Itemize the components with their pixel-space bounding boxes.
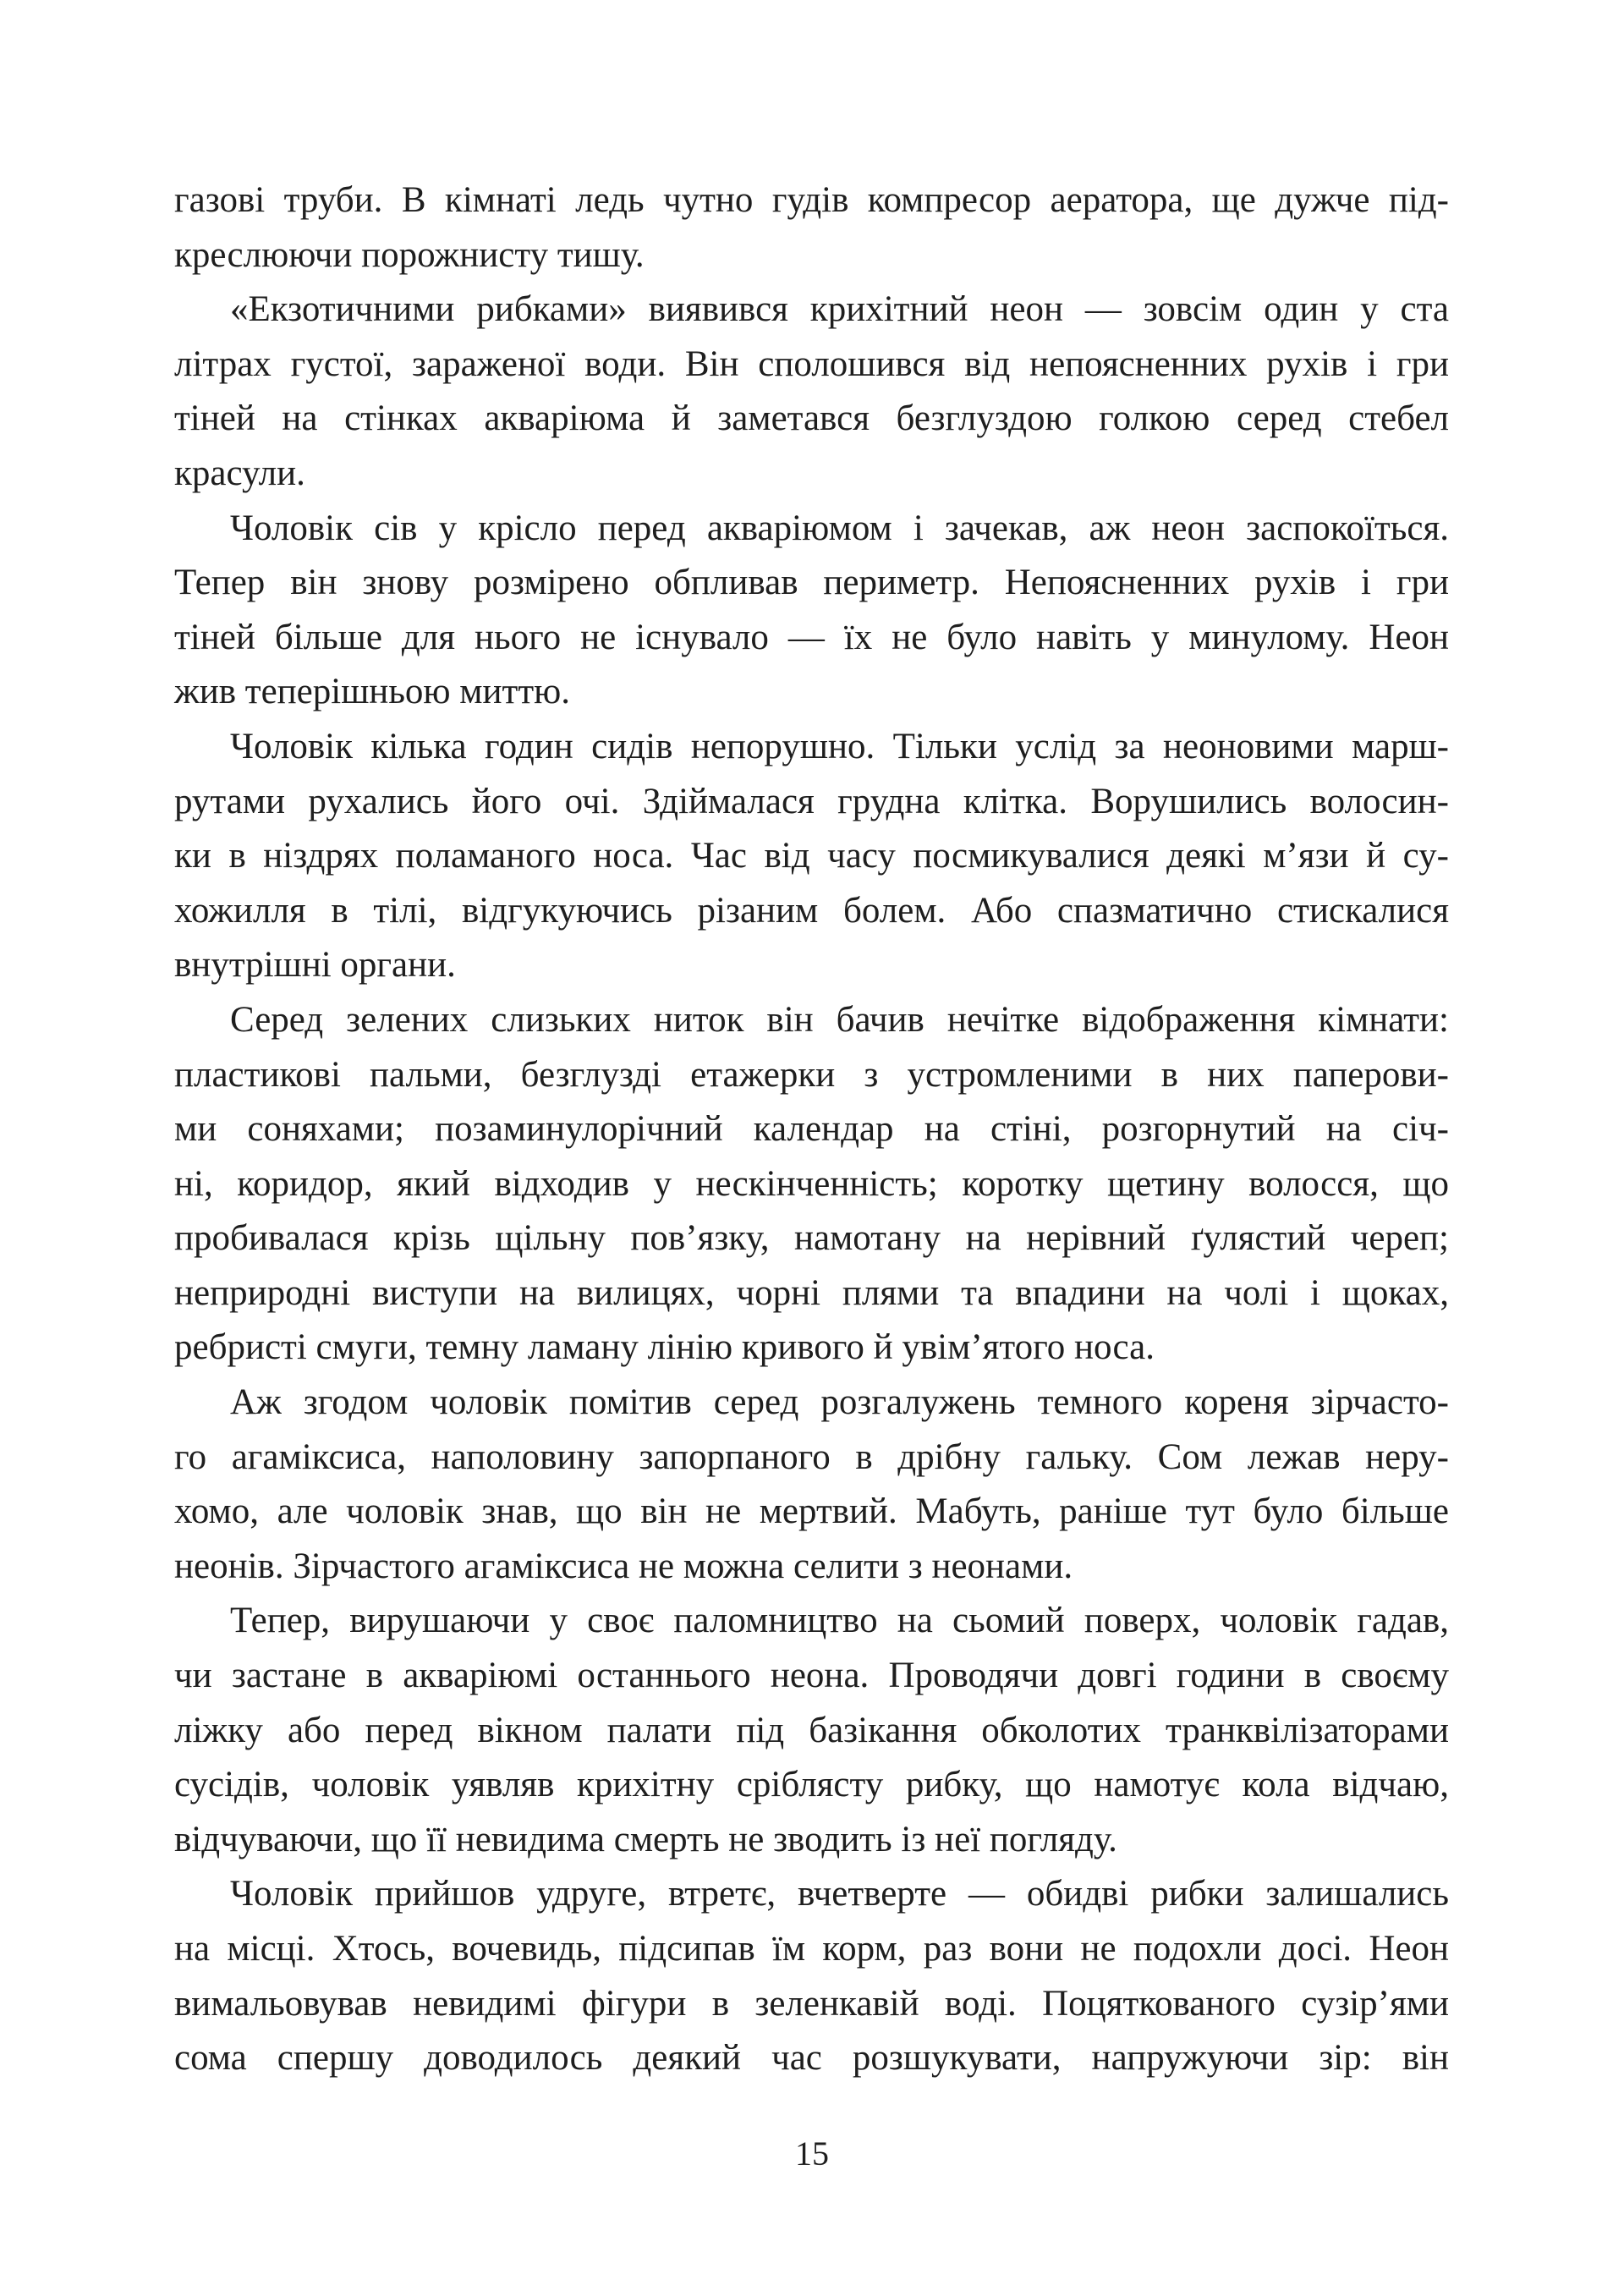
page-number: 15 [795, 2134, 829, 2172]
text-line: Тепер, вирушаючи у своє паломництво на сьомий поверх, чоловік гадав, [230, 1601, 1449, 1641]
paragraph [174, 993, 1449, 1376]
text-line: ми соняхами; позаминулорічний календар на стіні, розгорнутий на січ- [174, 1109, 1449, 1150]
text-line: Чоловік сів у крісло перед акваріюмом і зачекав, аж неон заспокоїться. [230, 508, 1449, 548]
text-line: пластикові пальми, безглузді етажерки з устромленими в них паперови- [174, 1054, 1449, 1095]
paragraph [174, 1867, 1449, 2085]
text-line: ні, коридор, який відходив у нескінченність; коротку щетину волосся, що [174, 1163, 1449, 1204]
text-line: чи застане в акваріюмі останнього неона. Проводячи довгі години в своєму [174, 1656, 1449, 1696]
body-text [174, 173, 1449, 2086]
text-line: ки в ніздрях поламаного носа. Час від часу посмикувалися деякі м’язи й су- [174, 836, 1449, 876]
text-line: хожилля в тілі, відгукуючись різаним болем. Або спазматично стискалися [174, 890, 1449, 931]
text-line: пробивалася крізь щільну пов’язку, намотану на нерівний ґулястий череп; [174, 1218, 1449, 1259]
text-line: креслюючи порожнисту тишу. [174, 234, 645, 275]
text-line: внутрішні органи. [174, 945, 456, 986]
text-line: Чоловік кілька годин сидів непорушно. Тільки услід за неоновими марш- [230, 726, 1449, 766]
paragraph [174, 502, 1449, 720]
text-line: го агаміксиса, наполовину запорпаного в дрібну гальку. Сом лежав неру- [174, 1436, 1449, 1477]
text-line: сусідів, чоловік уявляв крихітну сріблясту рибку, що намотує кола відчаю, [174, 1765, 1449, 1805]
text-line: відчуваючи, що її невидима смерть не зводить із неї погляду. [174, 1819, 1117, 1859]
text-line: красули. [174, 453, 305, 493]
text-line: Чоловік прийшов удруге, втретє, вчетверте — обидві рибки залишались [230, 1874, 1449, 1914]
text-line: хомо, але чоловік знав, що він не мертвий. Мабуть, раніше тут було більше [174, 1491, 1449, 1532]
paragraph [174, 720, 1449, 993]
text-line: Серед зелених слизьких ниток він бачив нечітке відображення кімнати: [230, 999, 1449, 1040]
text-line: неонів. Зірчастого агаміксиса не можна селити з неонами. [174, 1546, 1073, 1586]
text-line: тіней на стінках акваріюма й заметався безглуздою голкою серед стебел [174, 398, 1449, 439]
text-line: «Екзотичними рибками» виявився крихітний неон — зовсім один у ста [230, 289, 1449, 330]
text-line: жив теперішньою миттю. [174, 672, 570, 712]
text-line: рутами рухались його очі. Здіймалася грудна клітка. Ворушились волосин- [174, 781, 1449, 821]
text-line: вимальовував невидимі фігури в зеленкавій воді. Поцяткованого сузір’ями [174, 1983, 1449, 2024]
text-line: Тепер він знову розмірено обпливав периметр. Непоясненних рухів і гри [174, 563, 1449, 603]
text-line: сома спершу доводилось деякий час розшукувати, напружуючи зір: він [174, 2038, 1449, 2079]
text-line: ребристі смуги, темну ламану лінію кривого й увім’ятого носа. [174, 1327, 1155, 1368]
text-line: Аж згодом чоловік помітив серед розгалужень темного кореня зірчасто- [230, 1382, 1449, 1423]
text-line: газові труби. В кімнаті ледь чутно гудів компресор аератора, ще дужче під- [174, 180, 1449, 220]
paragraph [174, 1594, 1449, 1867]
text-line: ліжку або перед вікном палати під базікання обколотих транквілізаторами [174, 1710, 1449, 1750]
text-line: неприродні виступи на вилицях, чорні плями та впадини на чолі і щоках, [174, 1272, 1449, 1313]
paragraph [174, 283, 1449, 501]
paragraph [174, 173, 1449, 283]
paragraph [174, 1376, 1449, 1594]
text-line: на місці. Хтось, вочевидь, підсипав їм корм, раз вони не подохли досі. Неон [174, 1929, 1449, 1969]
text-line: літрах густої, зараженої води. Він сполошився від непоясненних рухів і гри [174, 343, 1449, 384]
text-line: тіней більше для нього не існувало — їх не було навіть у минулому. Неон [174, 617, 1449, 657]
